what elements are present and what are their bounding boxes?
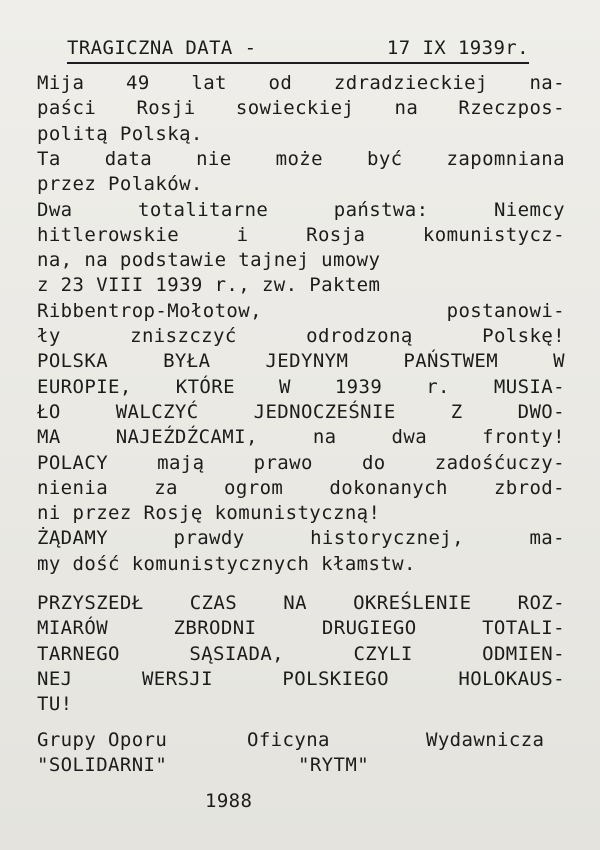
word: ma- <box>529 527 565 550</box>
text-line <box>37 272 565 298</box>
word: ŻĄDAMY <box>37 527 109 550</box>
text-line <box>37 323 565 349</box>
word: ODMIEN- <box>482 642 565 665</box>
line-text: politą Polską. <box>37 122 203 145</box>
word: JEDNOCZEŚNIE <box>253 400 396 423</box>
word: NA <box>283 592 307 614</box>
word: MUSIA- <box>493 375 565 398</box>
word: postanowi- <box>446 299 565 322</box>
word: państwa: <box>333 198 429 221</box>
text-line <box>37 374 565 400</box>
word: Ribbentrop-Mołotow, <box>37 299 262 322</box>
word: dokonanych <box>329 476 448 499</box>
word: BYŁA <box>163 350 211 373</box>
word: i <box>236 223 249 246</box>
line-text: my dość komunistycznych kłamstw. <box>37 552 416 575</box>
word: Rosja <box>306 223 366 246</box>
text-line <box>37 551 565 577</box>
text-line <box>37 146 565 172</box>
text-line <box>37 424 565 450</box>
line-text: TU! <box>37 693 73 716</box>
text-line <box>37 666 565 692</box>
word: JEDYNYM <box>265 350 349 373</box>
word: ROZ- <box>517 592 565 614</box>
word: zapomniana <box>446 147 565 170</box>
word: zdradzieckiej <box>333 72 488 94</box>
text-line <box>37 525 565 551</box>
word: może <box>275 147 323 170</box>
word: DRUGIEGO <box>321 617 417 640</box>
word: za <box>154 476 178 499</box>
word: POLACY <box>37 451 109 474</box>
word: zbrod- <box>493 476 565 499</box>
word: ogrom <box>224 476 284 499</box>
word: ZBRODNI <box>173 617 257 640</box>
word: HOLOKAUS- <box>458 667 565 690</box>
word: Rzeczpos- <box>458 97 565 120</box>
line-text: ni przez Rosję komunistyczną! <box>37 502 381 525</box>
word: W <box>278 375 291 398</box>
word: r. <box>426 375 450 398</box>
word: NEJ <box>37 667 73 690</box>
word: W <box>553 350 565 373</box>
text-line <box>37 70 565 96</box>
word: na <box>394 97 419 120</box>
publisher-name-line2: "RYTM" <box>298 754 370 776</box>
text-line <box>37 171 565 197</box>
word: EUROPIE, <box>37 375 132 398</box>
word: TARNEGO <box>37 642 120 665</box>
word: PRZYSZEDŁ <box>37 592 144 614</box>
word: 49 <box>126 72 150 94</box>
word: NAJEŹDŹCAMI, <box>115 426 258 449</box>
word: sowieckiej <box>235 97 355 120</box>
text-line <box>37 475 565 501</box>
text-line <box>37 247 565 273</box>
text-line <box>37 197 565 223</box>
word: mają <box>157 451 205 474</box>
word: SĄSIADA, <box>189 642 285 665</box>
word: paści <box>37 97 97 120</box>
word: DWO- <box>517 400 565 423</box>
word: dwa <box>391 426 428 449</box>
word: na <box>312 426 337 449</box>
publisher-word: Wydawnicza <box>426 729 545 751</box>
word: Z <box>450 400 463 423</box>
word: fronty! <box>482 426 565 449</box>
word: data <box>104 147 153 170</box>
text-line <box>37 95 565 121</box>
word: Mija <box>37 72 85 94</box>
word: prawdy <box>173 527 245 550</box>
text-line <box>37 298 565 324</box>
text-line <box>37 121 565 147</box>
word: Ta <box>37 147 61 170</box>
word: zadośćuczy- <box>434 451 565 474</box>
line-text: na, na podstawie tajnej umowy <box>37 249 381 272</box>
word: PAŃSTWEM <box>403 350 499 373</box>
word: ŁO <box>37 400 61 423</box>
word: KTÓRE <box>175 375 235 398</box>
word: lat <box>191 72 227 94</box>
word: WALCZYĆ <box>115 400 199 423</box>
word: być <box>367 147 403 170</box>
word: TOTALI- <box>482 617 565 640</box>
word: nienia <box>37 476 109 499</box>
word: zniszczyć <box>130 325 237 347</box>
word: OKREŚLENIE <box>353 592 472 614</box>
text-line <box>37 500 565 526</box>
text-line <box>37 641 565 667</box>
word: MIARÓW <box>37 617 109 640</box>
word: CZAS <box>189 592 238 614</box>
text-line <box>37 615 565 641</box>
word: na- <box>529 72 565 94</box>
year-label: 1988 <box>205 790 253 812</box>
word: prawo <box>253 451 313 474</box>
line-text: z 23 VIII 1939 r., zw. Paktem <box>37 274 381 297</box>
word: POLSKIEGO <box>282 667 389 690</box>
text-line <box>37 450 565 476</box>
word: Niemcy <box>493 198 565 221</box>
group-name-line2: "SOLIDARNI" <box>37 754 168 776</box>
word: totalitarne <box>138 198 269 221</box>
page-title <box>67 36 529 64</box>
word: Dwa <box>37 198 73 221</box>
text-line <box>37 348 565 374</box>
title-date: 17 IX 1939r. <box>386 37 529 59</box>
word: ły <box>37 325 61 347</box>
text-line <box>37 590 565 616</box>
word: POLSKA <box>37 350 109 373</box>
line-text: przez Polaków. <box>37 173 203 196</box>
word: odrodzoną <box>306 325 413 347</box>
text-line <box>37 691 565 717</box>
word: 1939 <box>334 375 383 398</box>
group-name-line1: Grupy Oporu <box>37 729 168 751</box>
word: nie <box>196 147 232 170</box>
word: od <box>268 72 293 94</box>
text-line <box>37 222 565 248</box>
word: Rosji <box>136 97 196 120</box>
word: historycznej, <box>310 527 464 550</box>
word: WERSJI <box>141 667 213 690</box>
word: CZYLI <box>353 642 413 665</box>
publisher-name-line1: Oficyna <box>247 729 330 751</box>
word: MA <box>37 426 61 449</box>
word: do <box>361 451 386 474</box>
word: komunistycz- <box>422 223 565 246</box>
word: Polskę! <box>482 325 565 347</box>
word: hitlerowskie <box>37 223 180 246</box>
title-text: TRAGICZNA DATA - <box>67 37 257 59</box>
text-line <box>37 399 565 425</box>
